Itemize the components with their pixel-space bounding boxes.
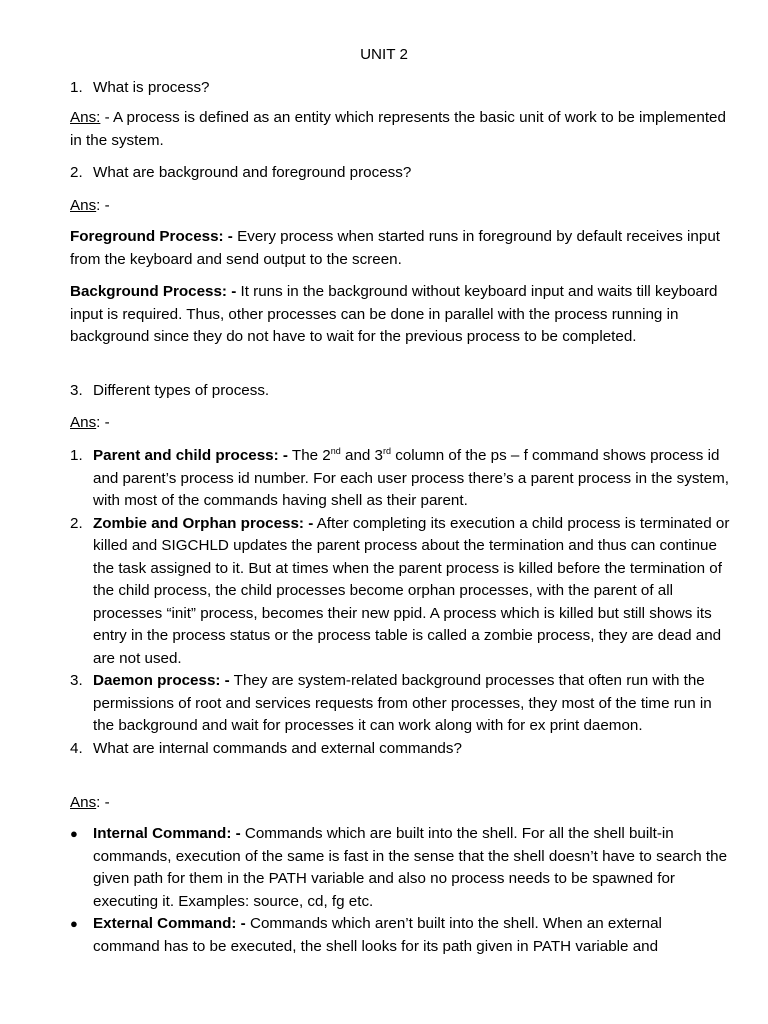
- list-item-text: and 3: [340, 447, 384, 464]
- list-item-label: External Command: -: [93, 915, 246, 932]
- list-item: [70, 670, 730, 738]
- list-item-number: 2.: [70, 514, 83, 532]
- foreground-process-label: Foreground Process: -: [70, 228, 233, 245]
- list-item: [70, 913, 730, 958]
- question-2-text: What are background and foreground process?: [93, 164, 412, 181]
- superscript-nd: nd: [330, 446, 341, 456]
- question-2: [70, 162, 411, 185]
- process-types-list: [70, 445, 730, 760]
- list-item-text: column of the ps – f command shows process id and parent’s process id number. For each user process there’s a parent process in the system, with most of the commands having shell as their parent.: [93, 447, 729, 509]
- superscript-rd: rd: [383, 446, 392, 456]
- question-3-number: 3.: [70, 382, 83, 399]
- foreground-process-text: Every process when started runs in foreground by default receives input from the keyboard and send output to the screen.: [70, 228, 720, 268]
- list-item: [70, 513, 730, 671]
- answer-3-label-line: [70, 412, 730, 435]
- foreground-process-paragraph: [70, 226, 730, 271]
- answer-2-label-line: [70, 195, 730, 218]
- answer-2-dash: : -: [96, 197, 110, 214]
- list-item-number: 1.: [70, 447, 83, 464]
- list-item-number: 3.: [70, 672, 83, 689]
- list-item: [70, 445, 730, 513]
- question-2-number: 2.: [70, 164, 83, 181]
- list-item: [70, 738, 730, 761]
- answer-2-label: Ans: [70, 197, 97, 214]
- list-item-text: Commands which aren’t built into the shell. When an external command has to be executed, the shell looks for its path given in PATH variable and: [93, 915, 662, 955]
- question-1-number: 1.: [70, 79, 83, 96]
- list-item-label: Zombie and Orphan process: -: [93, 514, 314, 532]
- list-item: [70, 823, 730, 913]
- answer-3-label: Ans: [70, 414, 97, 431]
- answer-4-dash: : -: [96, 794, 110, 811]
- answer-3-dash: : -: [96, 414, 110, 431]
- question-1-text: What is process?: [93, 79, 210, 96]
- question-3-text: Different types of process.: [93, 382, 270, 399]
- page-title: UNIT 2: [360, 46, 408, 63]
- list-item-text: They are system-related background processes that often run with the permissions of root and services requests from other processes, they most of the time run in the background and wait for processes it can work along with for ex print daemon.: [93, 672, 712, 734]
- list-item-label: Parent and child process: -: [93, 447, 288, 464]
- answer-4-label: Ans: [70, 794, 97, 811]
- answer-1-text: - A process is defined as an entity which represents the basic unit of work to be implemented in the system.: [70, 109, 726, 149]
- background-process-text: It runs in the background without keyboard input and waits till keyboard input is required. Thus, other processes can be done in parallel with the process running in background since they do not have to wait for the previous process to be completed.: [70, 283, 718, 345]
- background-process-label: Background Process: -: [70, 283, 237, 300]
- question-4-text: What are internal commands and external commands?: [93, 739, 462, 757]
- list-item-number: 4.: [70, 739, 83, 757]
- answer-4-label-line: [70, 792, 730, 815]
- commands-list: [70, 823, 730, 958]
- background-process-paragraph: [70, 281, 730, 349]
- list-item-text: Commands which are built into the shell. For all the shell built-in commands, execution of the same is fast in the sense that the shell doesn’t have to search the given path for them in the PATH variable and also no process needs to be spawned for executing it. Examples: source, cd, fg etc.: [93, 825, 728, 910]
- list-item-text: The 2: [287, 447, 331, 464]
- list-item-text: After completing its execution a child process is terminated or killed and SIGCHLD updates the parent process about the termination and thus can continue the task assigned to it. But at times when the parent process is killed before the termination of the child process, the child processes become orphan processes, with the parent of all processes “init” process, becomes their new ppid. A process which is killed but still shows its entry in the process status or the process table is called a zombie process, they are dead and are not used.: [93, 514, 730, 667]
- question-3: [70, 380, 269, 403]
- question-1: [70, 77, 209, 100]
- bullet-icon: ●: [70, 916, 78, 931]
- list-item-label: Daemon process: -: [93, 672, 230, 689]
- list-item-label: Internal Command: -: [93, 825, 241, 842]
- answer-1-label: Ans:: [70, 109, 101, 126]
- answer-1: [70, 107, 730, 152]
- bullet-icon: ●: [70, 826, 78, 841]
